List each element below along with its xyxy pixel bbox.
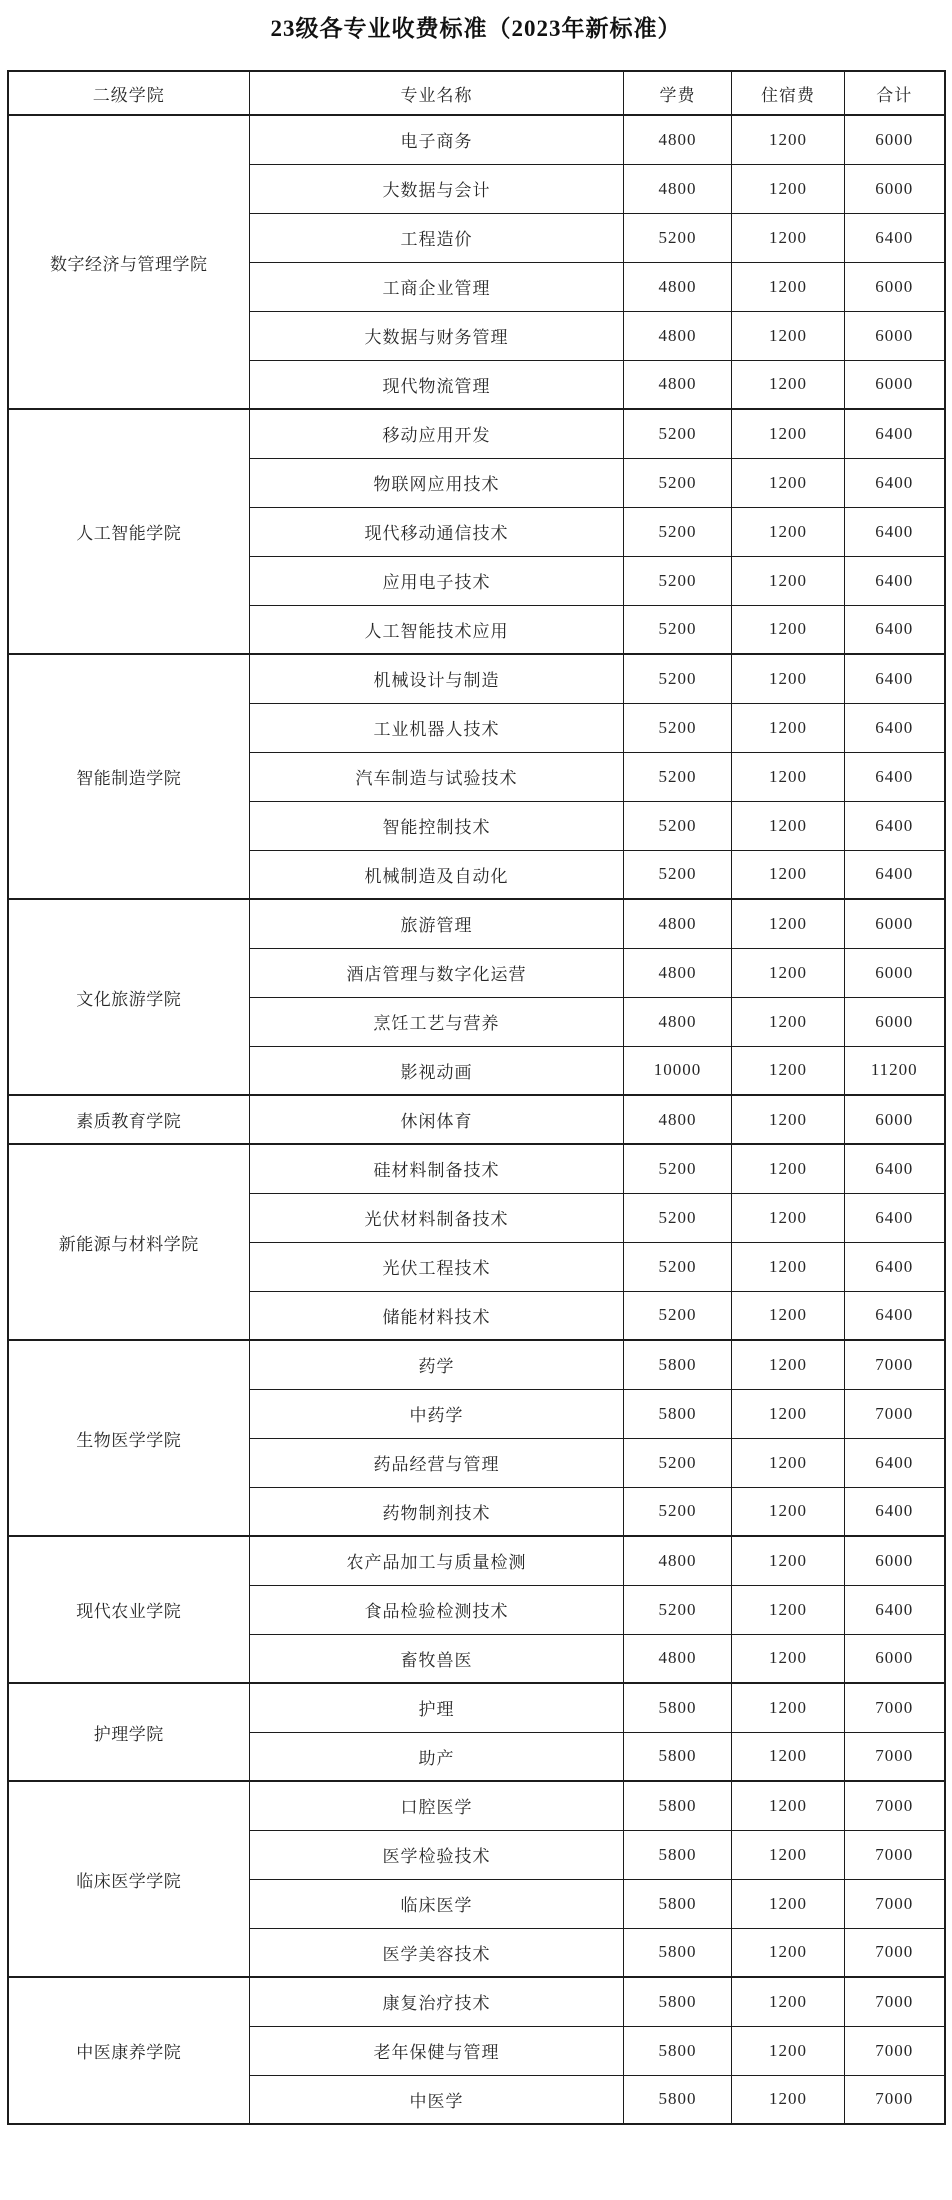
total-cell: 6400 [845, 1144, 945, 1193]
major-cell: 药品经营与管理 [250, 1438, 624, 1487]
table-row [8, 1095, 945, 1144]
tuition-cell: 5200 [624, 605, 732, 654]
total-cell: 7000 [845, 1879, 945, 1928]
tuition-cell: 5200 [624, 801, 732, 850]
accommodation-cell: 1200 [732, 1046, 845, 1095]
tuition-cell: 5200 [624, 458, 732, 507]
total-cell: 6000 [845, 311, 945, 360]
accommodation-cell: 1200 [732, 213, 845, 262]
table-row [8, 899, 945, 948]
tuition-cell: 5200 [624, 1242, 732, 1291]
tuition-cell: 5200 [624, 1487, 732, 1536]
accommodation-cell: 1200 [732, 2075, 845, 2124]
tuition-cell: 4800 [624, 1536, 732, 1585]
tuition-cell: 5200 [624, 703, 732, 752]
accommodation-cell: 1200 [732, 948, 845, 997]
total-cell: 7000 [845, 1389, 945, 1438]
total-cell: 6400 [845, 409, 945, 458]
total-cell: 6000 [845, 1536, 945, 1585]
total-cell: 6400 [845, 703, 945, 752]
tuition-cell: 5200 [624, 1438, 732, 1487]
accommodation-cell: 1200 [732, 1242, 845, 1291]
major-cell: 烹饪工艺与营养 [250, 997, 624, 1046]
major-cell: 大数据与财务管理 [250, 311, 624, 360]
total-cell: 7000 [845, 1781, 945, 1830]
accommodation-cell: 1200 [732, 899, 845, 948]
major-cell: 工商企业管理 [250, 262, 624, 311]
tuition-cell: 4800 [624, 997, 732, 1046]
tuition-cell: 5200 [624, 1291, 732, 1340]
major-cell: 康复治疗技术 [250, 1977, 624, 2026]
major-cell: 助产 [250, 1732, 624, 1781]
fees-table [7, 70, 946, 2125]
accommodation-cell: 1200 [732, 2026, 845, 2075]
college-cell: 现代农业学院 [8, 1536, 250, 1683]
tuition-cell: 4800 [624, 899, 732, 948]
tuition-cell: 5800 [624, 1879, 732, 1928]
accommodation-cell: 1200 [732, 1487, 845, 1536]
total-cell: 6000 [845, 262, 945, 311]
accommodation-cell: 1200 [732, 458, 845, 507]
tuition-cell: 5200 [624, 1144, 732, 1193]
college-cell: 数字经济与管理学院 [8, 115, 250, 409]
accommodation-cell: 1200 [732, 703, 845, 752]
total-cell: 6400 [845, 1438, 945, 1487]
major-cell: 医学美容技术 [250, 1928, 624, 1977]
total-cell: 7000 [845, 2026, 945, 2075]
total-cell: 11200 [845, 1046, 945, 1095]
accommodation-cell: 1200 [732, 1732, 845, 1781]
tuition-cell: 5800 [624, 1340, 732, 1389]
major-cell: 汽车制造与试验技术 [250, 752, 624, 801]
accommodation-cell: 1200 [732, 1634, 845, 1683]
total-cell: 6400 [845, 458, 945, 507]
accommodation-cell: 1200 [732, 1438, 845, 1487]
major-cell: 现代物流管理 [250, 360, 624, 409]
accommodation-cell: 1200 [732, 997, 845, 1046]
tuition-cell: 4800 [624, 360, 732, 409]
college-cell: 生物医学学院 [8, 1340, 250, 1536]
tuition-cell: 5800 [624, 2075, 732, 2124]
tuition-cell: 4800 [624, 311, 732, 360]
total-cell: 6000 [845, 1095, 945, 1144]
header-major: 专业名称 [250, 71, 624, 115]
major-cell: 硅材料制备技术 [250, 1144, 624, 1193]
college-cell: 素质教育学院 [8, 1095, 250, 1144]
major-cell: 物联网应用技术 [250, 458, 624, 507]
accommodation-cell: 1200 [732, 164, 845, 213]
accommodation-cell: 1200 [732, 654, 845, 703]
tuition-cell: 5200 [624, 507, 732, 556]
table-row [8, 1340, 945, 1389]
table-row [8, 409, 945, 458]
accommodation-cell: 1200 [732, 850, 845, 899]
tuition-cell: 5800 [624, 1977, 732, 2026]
tuition-cell: 5200 [624, 752, 732, 801]
total-cell: 6400 [845, 752, 945, 801]
accommodation-cell: 1200 [732, 1193, 845, 1242]
major-cell: 休闲体育 [250, 1095, 624, 1144]
college-cell: 新能源与材料学院 [8, 1144, 250, 1340]
tuition-cell: 5800 [624, 1830, 732, 1879]
header-total: 合计 [845, 71, 945, 115]
tuition-cell: 5200 [624, 213, 732, 262]
fees-table-body [8, 115, 945, 2124]
total-cell: 6000 [845, 360, 945, 409]
major-cell: 中药学 [250, 1389, 624, 1438]
accommodation-cell: 1200 [732, 1781, 845, 1830]
total-cell: 6400 [845, 213, 945, 262]
total-cell: 6400 [845, 1193, 945, 1242]
college-cell: 文化旅游学院 [8, 899, 250, 1095]
table-row [8, 1144, 945, 1193]
tuition-cell: 4800 [624, 164, 732, 213]
major-cell: 农产品加工与质量检测 [250, 1536, 624, 1585]
accommodation-cell: 1200 [732, 311, 845, 360]
major-cell: 畜牧兽医 [250, 1634, 624, 1683]
accommodation-cell: 1200 [732, 262, 845, 311]
major-cell: 移动应用开发 [250, 409, 624, 458]
total-cell: 6000 [845, 899, 945, 948]
accommodation-cell: 1200 [732, 1144, 845, 1193]
major-cell: 医学检验技术 [250, 1830, 624, 1879]
tuition-cell: 10000 [624, 1046, 732, 1095]
major-cell: 中医学 [250, 2075, 624, 2124]
accommodation-cell: 1200 [732, 409, 845, 458]
total-cell: 6400 [845, 1291, 945, 1340]
major-cell: 人工智能技术应用 [250, 605, 624, 654]
accommodation-cell: 1200 [732, 1095, 845, 1144]
tuition-cell: 5200 [624, 1193, 732, 1242]
total-cell: 6000 [845, 948, 945, 997]
major-cell: 智能控制技术 [250, 801, 624, 850]
accommodation-cell: 1200 [732, 752, 845, 801]
tuition-cell: 4800 [624, 948, 732, 997]
total-cell: 6400 [845, 605, 945, 654]
major-cell: 机械设计与制造 [250, 654, 624, 703]
tuition-cell: 5800 [624, 1683, 732, 1732]
major-cell: 口腔医学 [250, 1781, 624, 1830]
major-cell: 工程造价 [250, 213, 624, 262]
accommodation-cell: 1200 [732, 507, 845, 556]
tuition-cell: 5800 [624, 2026, 732, 2075]
table-row [8, 1781, 945, 1830]
major-cell: 老年保健与管理 [250, 2026, 624, 2075]
major-cell: 大数据与会计 [250, 164, 624, 213]
tuition-cell: 5800 [624, 1389, 732, 1438]
total-cell: 7000 [845, 1340, 945, 1389]
table-row [8, 1536, 945, 1585]
major-cell: 临床医学 [250, 1879, 624, 1928]
total-cell: 6400 [845, 801, 945, 850]
major-cell: 光伏材料制备技术 [250, 1193, 624, 1242]
accommodation-cell: 1200 [732, 1536, 845, 1585]
table-row [8, 654, 945, 703]
table-row [8, 1977, 945, 2026]
total-cell: 6400 [845, 1585, 945, 1634]
accommodation-cell: 1200 [732, 556, 845, 605]
total-cell: 7000 [845, 1928, 945, 1977]
total-cell: 6000 [845, 164, 945, 213]
total-cell: 7000 [845, 1977, 945, 2026]
major-cell: 护理 [250, 1683, 624, 1732]
total-cell: 7000 [845, 1830, 945, 1879]
tuition-cell: 5200 [624, 654, 732, 703]
total-cell: 7000 [845, 1683, 945, 1732]
table-row [8, 115, 945, 164]
accommodation-cell: 1200 [732, 801, 845, 850]
tuition-cell: 5200 [624, 556, 732, 605]
major-cell: 工业机器人技术 [250, 703, 624, 752]
major-cell: 应用电子技术 [250, 556, 624, 605]
table-row [8, 1683, 945, 1732]
accommodation-cell: 1200 [732, 1928, 845, 1977]
major-cell: 药物制剂技术 [250, 1487, 624, 1536]
tuition-cell: 5800 [624, 1732, 732, 1781]
accommodation-cell: 1200 [732, 1683, 845, 1732]
accommodation-cell: 1200 [732, 1389, 845, 1438]
major-cell: 光伏工程技术 [250, 1242, 624, 1291]
total-cell: 6400 [845, 654, 945, 703]
accommodation-cell: 1200 [732, 605, 845, 654]
accommodation-cell: 1200 [732, 1977, 845, 2026]
major-cell: 药学 [250, 1340, 624, 1389]
tuition-cell: 5200 [624, 409, 732, 458]
total-cell: 6000 [845, 115, 945, 164]
tuition-cell: 5800 [624, 1781, 732, 1830]
total-cell: 6400 [845, 507, 945, 556]
major-cell: 现代移动通信技术 [250, 507, 624, 556]
tuition-cell: 5200 [624, 1585, 732, 1634]
header-tuition: 学费 [624, 71, 732, 115]
major-cell: 机械制造及自动化 [250, 850, 624, 899]
accommodation-cell: 1200 [732, 1340, 845, 1389]
header-row [8, 71, 945, 115]
major-cell: 储能材料技术 [250, 1291, 624, 1340]
fees-table-header [8, 71, 945, 115]
page-title: 23级各专业收费标准（2023年新标准） [270, 16, 682, 41]
accommodation-cell: 1200 [732, 1879, 845, 1928]
total-cell: 6400 [845, 1487, 945, 1536]
total-cell: 6000 [845, 1634, 945, 1683]
header-college: 二级学院 [8, 71, 250, 115]
college-cell: 临床医学学院 [8, 1781, 250, 1977]
total-cell: 6400 [845, 556, 945, 605]
tuition-cell: 4800 [624, 115, 732, 164]
accommodation-cell: 1200 [732, 1830, 845, 1879]
total-cell: 6400 [845, 850, 945, 899]
major-cell: 食品检验检测技术 [250, 1585, 624, 1634]
tuition-cell: 5200 [624, 850, 732, 899]
major-cell: 旅游管理 [250, 899, 624, 948]
major-cell: 影视动画 [250, 1046, 624, 1095]
college-cell: 智能制造学院 [8, 654, 250, 899]
major-cell: 酒店管理与数字化运营 [250, 948, 624, 997]
total-cell: 6000 [845, 997, 945, 1046]
major-cell: 电子商务 [250, 115, 624, 164]
tuition-cell: 4800 [624, 262, 732, 311]
tuition-cell: 4800 [624, 1095, 732, 1144]
accommodation-cell: 1200 [732, 115, 845, 164]
total-cell: 7000 [845, 2075, 945, 2124]
tuition-cell: 5800 [624, 1928, 732, 1977]
college-cell: 护理学院 [8, 1683, 250, 1781]
accommodation-cell: 1200 [732, 1585, 845, 1634]
header-accommodation: 住宿费 [732, 71, 845, 115]
college-cell: 人工智能学院 [8, 409, 250, 654]
accommodation-cell: 1200 [732, 360, 845, 409]
total-cell: 7000 [845, 1732, 945, 1781]
accommodation-cell: 1200 [732, 1291, 845, 1340]
tuition-cell: 4800 [624, 1634, 732, 1683]
total-cell: 6400 [845, 1242, 945, 1291]
college-cell: 中医康养学院 [8, 1977, 250, 2124]
